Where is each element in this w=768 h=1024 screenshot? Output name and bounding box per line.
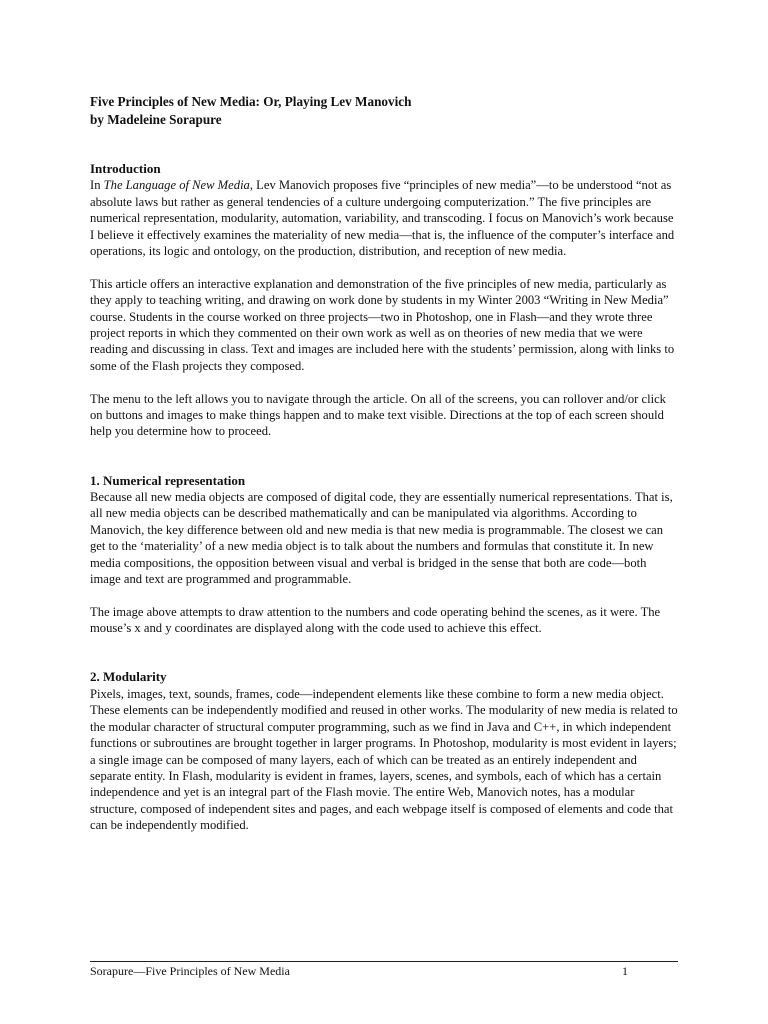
footer-page-number: 1 bbox=[622, 964, 628, 978]
document-byline: by Madeleine Sorapure bbox=[90, 112, 222, 127]
introduction-heading: Introduction bbox=[90, 161, 161, 176]
page-footer bbox=[90, 961, 678, 979]
numerical-representation-paragraph-1: Because all new media objects are composed of digital code, they are essentially numerical representations. That is, all new media objects can be described mathematically and can be manipulated via algorithms. According to Manovich, the key difference between old and new media is that new media is programmable. The closest we can get to the ‘materiality’ of a new media object is to talk about the numbers and formulas that constitute it. In new media compositions, the opposition between visual and verbal is bridged in the sense that both are code—both image and text are programmed and programmable. bbox=[90, 490, 673, 587]
document-title: Five Principles of New Media: Or, Playing Lev Manovich bbox=[90, 94, 412, 109]
introduction-paragraph-1 bbox=[90, 177, 678, 259]
modularity-paragraph-1: Pixels, images, text, sounds, frames, code—independent elements like these combine to form a new media object. These elements can be independently modified and reused in other works. The modularity of new media is related to the modular character of structural computer programming, such as we find in Java and C++, in which independent functions or subroutines are brought together in larger programs. In Photoshop, modularity is most evident in layers; a single image can be composed of many layers, each of which can be treated as an entirely independent and separate entity. In Flash, modularity is evident in frames, layers, scenes, and symbols, each of which has a certain independence and yet is an integral part of the Flash movie. The entire Web, Manovich notes, has a modular structure, composed of independent sites and pages, and each webpage itself is composed of elements and code that can be independently modified. bbox=[90, 686, 678, 833]
intro-p1-rest: , Lev Manovich proposes five “principles of new media”—to be understood “not as absolute laws but rather as general tendencies of a culture undergoing computerization.” The five principles are numerical representation, modularity, automation, variability, and transcoding. I focus on Manovich’s work because I believe it effectively examines the materiality of new media—that is, the influence of the computer’s interface and operations, its logic and ontology, on the production, distribution, and reception of new media. bbox=[90, 178, 675, 259]
introduction-paragraph-3: The menu to the left allows you to navigate through the article. On all of the screens, you can rollover and/or click on buttons and images to make things happen and to make text visible. Directions at the top of each screen should help you determine how to proceed. bbox=[90, 391, 666, 439]
footer-running-title: Sorapure—Five Principles of New Media bbox=[90, 964, 290, 978]
introduction-paragraph-2: This article offers an interactive explanation and demonstration of the five principles of new media, particularly as they apply to teaching writing, and drawing on work done by students in my Winter 2003 “Writing in New Media” course. Students in the course worked on three projects—two in Photoshop, one in Flash—and they wrote three project reports in which they commented on their own work as well as on theories of new media that we were reading and discussing in class. Text and images are included here with the students’ permission, along with links to some of the Flash projects they composed. bbox=[90, 276, 675, 373]
numerical-representation-paragraph-2: The image above attempts to draw attention to the numbers and code operating behind the scenes, as it were. The mouse’s x and y coordinates are displayed along with the code used to achieve this effect. bbox=[90, 604, 661, 636]
book-title-italic: The Language of New Media bbox=[103, 178, 250, 193]
numerical-representation-heading: 1. Numerical representation bbox=[90, 472, 246, 488]
document-body bbox=[90, 93, 678, 834]
intro-p1-lead: In bbox=[90, 178, 104, 193]
modularity-heading: 2. Modularity bbox=[90, 669, 167, 685]
